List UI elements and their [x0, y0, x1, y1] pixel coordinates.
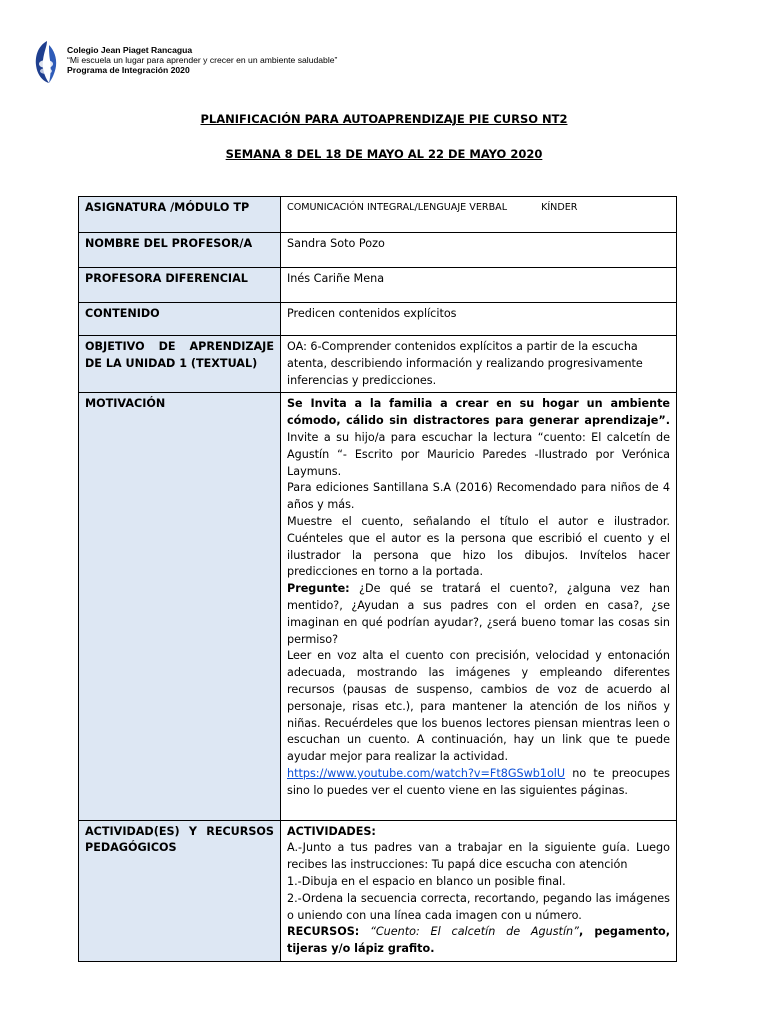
label-diferencial: PROFESORA DIFERENCIAL [79, 268, 281, 303]
label-profesor: NOMBRE DEL PROFESOR/A [79, 233, 281, 268]
value-objetivo: OA: 6-Comprender contenidos explícitos a partir de la escucha atenta, describiendo información y realizando progresivamente inferencias y predicciones. [281, 336, 677, 393]
value-contenido: Predicen contenidos explícitos [281, 303, 677, 336]
planning-table [78, 196, 677, 962]
row-asignatura [79, 197, 677, 233]
label-objetivo: OBJETIVO DE APRENDIZAJE DE LA UNIDAD 1 (TEXTUAL) [79, 336, 281, 393]
label-contenido: CONTENIDO [79, 303, 281, 336]
school-motto: “Mi escuela un lugar para aprender y crecer en un ambiente saludable” [67, 55, 338, 66]
row-profesor [79, 233, 677, 268]
recursos-line [287, 924, 670, 958]
questions-text: ¿De qué se tratará el cuento?, ¿alguna vez han mentido?, ¿Ayudan a sus padres con el orden en casa?, ¿se imaginan en qué podrían ayudar?, ¿será bueno tomar las cosas sin permiso? [287, 582, 670, 646]
row-motivacion [79, 393, 677, 820]
value-asignatura [281, 197, 677, 233]
recursos-story: “Cuento: El calcetín de Agustín” [370, 925, 579, 939]
row-objetivo [79, 336, 677, 393]
recursos-materials: , pegamento, tijeras y/o lápiz grafito. [287, 925, 670, 956]
questions-label: Pregunte: [287, 582, 350, 596]
motivacion-show: Muestre el cuento, señalando el título el autor e ilustrador. Cuénteles que el autor es la persona que escribió el cuento y el ilustrador la persona que hizo los dibujos. Invítelos hacer predicciones en torno a la portada. [287, 514, 670, 579]
school-logo-icon [34, 40, 58, 84]
value-actividades [281, 820, 677, 961]
school-name: Colegio Jean Piaget Rancagua [67, 45, 193, 55]
motivacion-link-paragraph [287, 766, 670, 817]
motivacion-read-aloud: Leer en voz alta el cuento con precisión, velocidad y entonación adecuada, mostrando las imágenes y empleando diferentes recursos (pausas de suspenso, cambios de voz de acuerdo al personaje, risas etc.), para mantener la atención de los niños y niñas. Recuérdeles que los buenos lectores piensan mientras leen o escuchan un cuento. A continuación, hay un link que te puede ayudar mejor para realizar la actividad. [287, 649, 670, 764]
asignatura-level: KÍNDER [541, 202, 578, 213]
school-header [34, 40, 454, 84]
label-actividades: ACTIVIDAD(ES) Y RECURSOS PEDAGÓGICOS [79, 820, 281, 961]
motivacion-questions [287, 581, 670, 648]
label-asignatura: ASIGNATURA /MÓDULO TP [79, 197, 281, 233]
youtube-link[interactable]: https://www.youtube.com/watch?v=Ft8GSwb1olU [287, 766, 566, 780]
motivacion-paragraph [287, 396, 670, 480]
recursos-label: RECURSOS: [287, 925, 360, 939]
asignatura-text: COMUNICACIÓN INTEGRAL/LENGUAJE VERBAL [287, 202, 508, 213]
week-title: SEMANA 8 DEL 18 DE MAYO AL 22 DE MAYO 2020 [225, 147, 543, 161]
row-contenido [79, 303, 677, 336]
value-motivacion [281, 393, 677, 820]
actividades-heading: ACTIVIDADES: [287, 824, 376, 838]
actividad-a: A.-Junto a tus padres van a trabajar en la siguiente guía. Luego recibes las instrucciones: Tu papá dice escucha con atención [287, 841, 670, 872]
value-diferencial: Inés Cariñe Mena [281, 268, 677, 303]
motivacion-invite: Se Invita a la familia a crear en su hogar un ambiente cómodo, cálido sin distractores para generar aprendizaje”. [287, 397, 670, 428]
motivacion-invite-rest: Invite a su hijo/a para escuchar la lectura “cuento: El calcetín de Agustín “- Escrito por Mauricio Paredes -Ilustrado por Verónica Laymuns. [287, 430, 670, 478]
row-diferencial [79, 268, 677, 303]
value-profesor: Sandra Soto Pozo [281, 233, 677, 268]
link-note: no te preocupes sino lo puedes ver el cuento viene en las siguientes páginas. [287, 766, 670, 797]
label-motivacion: MOTIVACIÓN [79, 393, 281, 820]
row-actividades [79, 820, 677, 961]
actividad-1: 1.-Dibuja en el espacio en blanco un posible final. [287, 874, 566, 888]
program-name: Programa de Integración 2020 [67, 65, 190, 76]
document-title: PLANIFICACIÓN PARA AUTOAPRENDIZAJE PIE CURSO NT2 [200, 112, 568, 126]
motivacion-edition: Para ediciones Santillana S.A (2016) Recomendado para niños de 4 años y más. [287, 481, 670, 512]
actividad-2: 2.-Ordena la secuencia correcta, recortando, pegando las imágenes o uniendo con una línea cada imagen con u número. [287, 891, 670, 922]
